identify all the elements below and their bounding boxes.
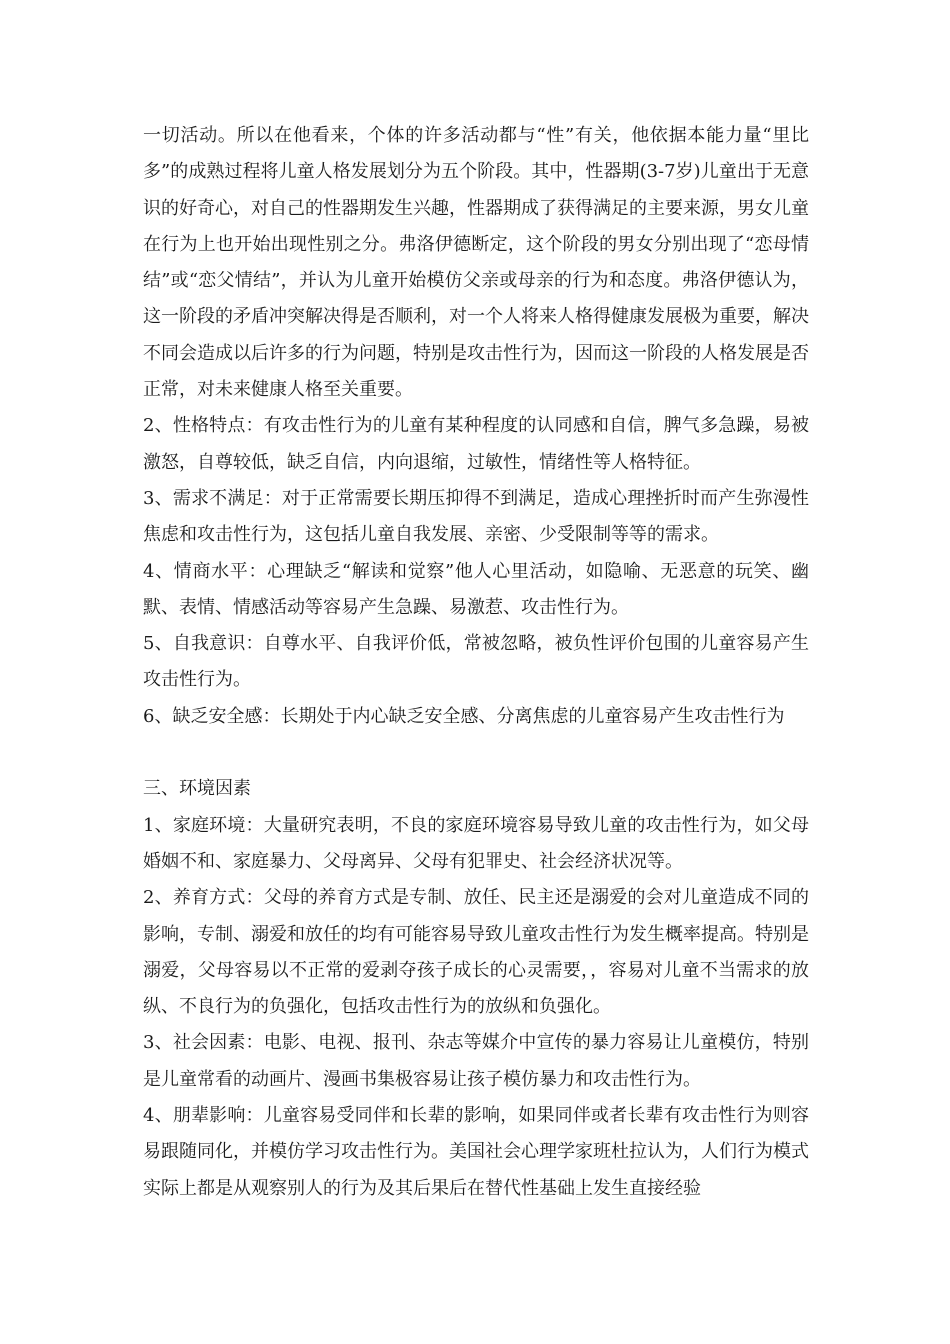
blank-line bbox=[143, 735, 809, 771]
section-heading-environment: 三、环境因素 bbox=[143, 778, 251, 800]
paragraph-lack-security: 6、缺乏安全感：长期处于内心缺乏安全感、分离焦虑的儿童容易产生攻击性行为 bbox=[143, 705, 785, 727]
document-body bbox=[143, 118, 809, 1207]
paragraph-unmet-needs: 3、需求不满足：对于正常需要长期压抑得不到满足，造成心理挫折时而产生弥漫性焦虑和攻击性行为，这包括儿童自我发展、亲密、少受限制等等的需求。 bbox=[143, 487, 809, 546]
paragraph-family-environment: 1、家庭环境：大量研究表明，不良的家庭环境容易导致儿童的攻击性行为，如父母婚姻不和、家庭暴力、父母离异、父母有犯罪史、社会经济状况等。 bbox=[143, 814, 809, 872]
paragraph-peer-influence: 4、朋辈影响：儿童容易受同伴和长辈的影响，如果同伴或者长辈有攻击性行为则容易跟随同化，并模仿学习攻击性行为。美国社会心理学家班杜拉认为，人们行为模式实际上都是从观察别人的行为及其后果后在替代性基础上发生直接经验 bbox=[143, 1105, 809, 1199]
paragraph-social-factors: 3、社会因素：电影、电视、报刊、杂志等媒介中宣传的暴力容易让儿童模仿，特别是儿童常看的动画片、漫画书集极容易让孩子模仿暴力和攻击性行为。 bbox=[143, 1032, 809, 1090]
paragraph-eq-level: 4、情商水平：心理缺乏“解读和觉察”他人心里活动，如隐喻、无恶意的玩笑、幽默、表情、情感活动等容易产生急躁、易激惹、攻击性行为。 bbox=[143, 560, 809, 618]
paragraph-personality-traits: 2、性格特点：有攻击性行为的儿童有某种程度的认同感和自信，脾气多急躁，易被激怒，自尊较低，缺乏自信，内向退缩，过敏性，情绪性等人格特征。 bbox=[143, 415, 809, 473]
paragraph-parenting-style: 2、养育方式：父母的养育方式是专制、放任、民主还是溺爱的会对儿童造成不同的影响，专制、溺爱和放任的均有可能容易导致儿童攻击性行为发生概率提高。特别是溺爱，父母容易以不正常的爱剥夺孩子成长的心灵需要，，容易对儿童不当需求的放纵、不良行为的负强化，包括攻击性行为的放纵和负强化。 bbox=[143, 887, 809, 1018]
paragraph-freud-stages: 一切活动。所以在他看来，个体的许多活动都与“性”有关，他依据本能力量“里比多”的成熟过程将儿童人格发展划分为五个阶段。其中，性器期(3-7岁)儿童出于无意识的好奇心，对自己的性器期发生兴趣，性器期成了获得满足的主要来源，男女儿童在行为上也开始出现性别之分。弗洛伊德断定，这个阶段的男女分别出现了“恋母情结”或“恋父情结”，并认为儿童开始模仿父亲或母亲的行为和态度。弗洛伊德认为，这一阶段的矛盾冲突解决得是否顺利，对一个人将来人格得健康发展极为重要，解决不同会造成以后许多的行为问题，特别是攻击性行为，因而这一阶段的人格发展是否正常，对未来健康人格至关重要。 bbox=[143, 125, 809, 401]
paragraph-self-awareness: 5、自我意识：自尊水平、自我评价低，常被忽略，被负性评价包围的儿童容易产生攻击性行为。 bbox=[143, 633, 809, 691]
